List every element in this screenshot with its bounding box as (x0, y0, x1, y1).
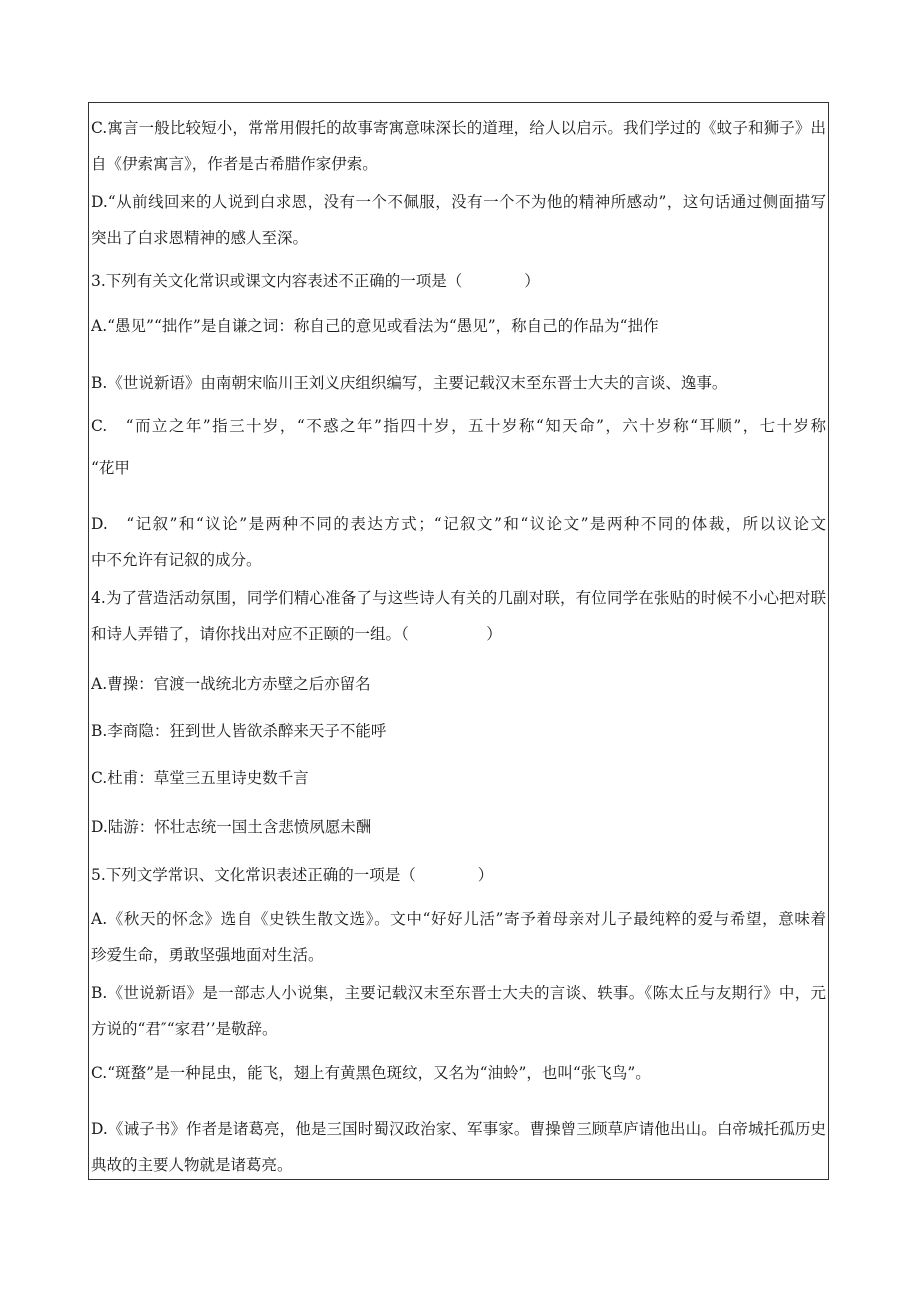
line-d-option-part2: 突出了白求恩精神的感人至深。 (91, 229, 309, 247)
question-4-option-d: D.陆游：怀壮志统一国土含悲愤夙愿未酬 (91, 818, 372, 836)
question-3-option-c-part1: C. “而立之年”指三十岁，“不惑之年”指四十岁，五十岁称“知天命”，六十岁称“耳顺”，七十岁称 (91, 417, 826, 435)
question-5: 5.下列文学常识、文化常识表述正确的一项是（ ） (91, 866, 494, 884)
question-4-part2: 和诗人弄错了，请你找出对应不正颐的一组。（ ） (91, 625, 502, 643)
question-3-option-c-part2: “花甲 (91, 459, 130, 477)
question-4-option-c: C.杜甫：草堂三五里诗史数千言 (91, 769, 309, 787)
question-4-option-b: B.李商隐：狂到世人皆欲杀醉来天子不能呼 (91, 722, 387, 740)
question-5-option-a-part1: A.《秋天的怀念》选自《史铁生散文选》。文中“好好儿活”寄予着母亲对儿子最纯粹的爱与希望，意味着 (91, 910, 826, 928)
question-3-option-d-part1: D. “记叙”和“议论”是两种不同的表达方式；“记叙文”和“议论文”是两种不同的体裁，所以议论文 (91, 515, 826, 533)
question-5-option-d-part1: D.《诫子书》作者是诸葛亮，他是三国时蜀汉政治家、军事家。曹操曾三顾草庐请他出山。白帝城托孤历史 (91, 1120, 826, 1138)
line-d-option-part1: D.“从前线回来的人说到白求恩，没有一个不佩服，没有一个不为他的精神所感动”，这句话通过侧面描写 (91, 193, 826, 211)
line-c-option-part2: 自《伊索寓言》，作者是古希腊作家伊索。 (91, 155, 378, 173)
question-3-option-d-part2: 中不允许有记叙的成分。 (91, 551, 262, 569)
question-5-option-b-part2: 方说的“君″“家君’’是敬辞。 (91, 1020, 278, 1038)
line-c-option-part1: C.寓言一般比较短小，常常用假托的故事寄寓意味深长的道理，给人以启示。我们学过的《蚊子和狮子》出 (91, 119, 826, 137)
question-4-part1: 4.为了营造活动氛围，同学们精心准备了与这些诗人有关的几副对联，有位同学在张贴的时候不小心把对联 (91, 589, 826, 607)
question-5-option-b-part1: B.《世说新语》是一部志人小说集，主要记载汉末至东晋士大夫的言谈、轶事。《陈太丘与友期行》中，元 (91, 984, 826, 1002)
question-5-option-c: C.“斑蝥”是一种昆虫，能飞，翅上有黄黑色斑纹，又名为“油蛉”，也叫“张飞鸟”。 (91, 1064, 651, 1082)
question-4-option-a: A.曹操：官渡一战统北方赤壁之后亦留名 (91, 675, 371, 693)
question-5-option-a-part2: 珍爱生命，勇敢坚强地面对生活。 (91, 946, 324, 964)
question-3: 3.下列有关文化常识或课文内容表述不正确的一项是（ ） (91, 272, 540, 290)
question-5-option-d-part2: 典故的主要人物就是诸葛亮。 (91, 1156, 293, 1174)
question-3-option-b: B.《世说新语》由南朝宋临川王刘义庆组织编写，主要记载汉末至东晋士大夫的言谈、逸事。 (91, 374, 728, 392)
question-3-option-a: A.“愚见”“拙作”是自谦之词：称自己的意见或看法为“愚见”，称自己的作品为“拙作 (91, 317, 659, 335)
